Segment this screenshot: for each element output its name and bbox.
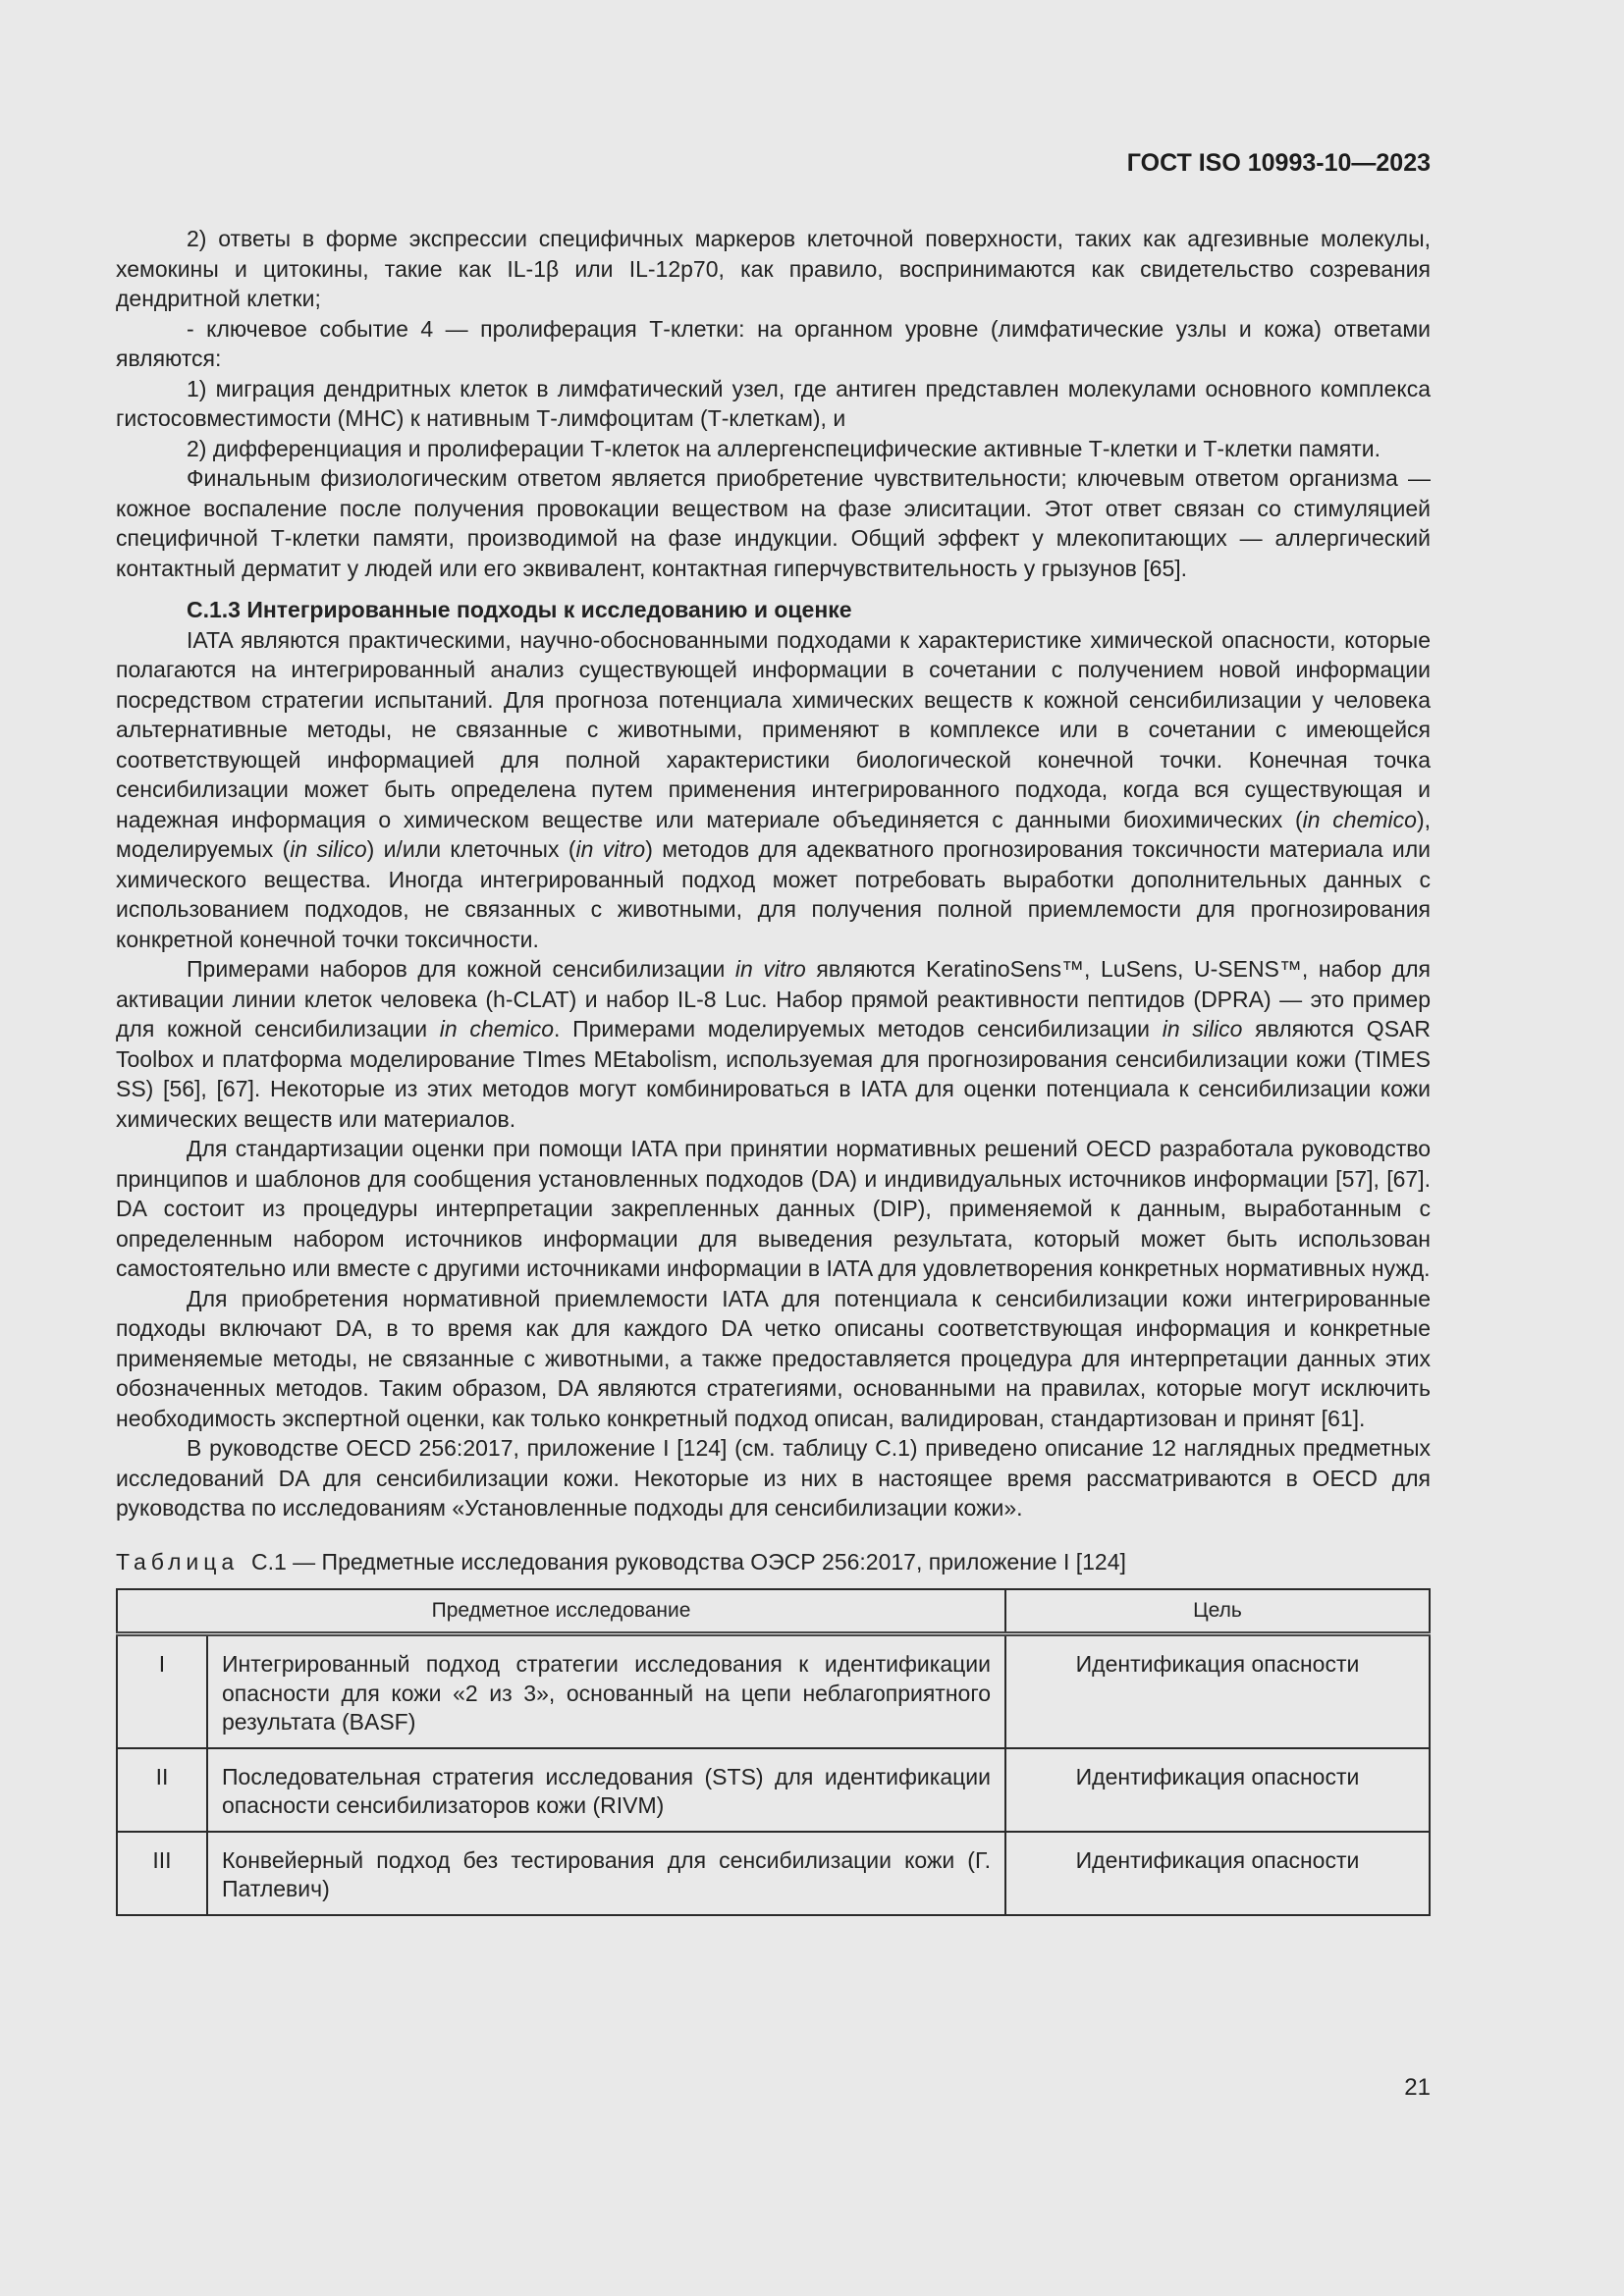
text-run: являются KeratinoSens™, LuSens, U-SENS™, набор для активации линии клеток человека (h-CLAT) и набор IL-8 Luc. Набор прямой реактивности пептидов (DPRA) — это пример для кожной сенсибилизации [116,956,1431,1041]
paragraph: Для стандартизации оценки при помощи IATA при принятии нормативных решений OECD разработала руководство принципов и шаблонов для сообщения установленных подходов (DA) и индивидуальных источников информации [57], [67]. DA состоит из процедуры интерпретации закрепленных данных (DIP), применяемой к данным, выработанным с определенным набором источников информации для выведения результата, который может быть использован самостоятельно или вместе с другими источниками информации в IATA для удовлетворения конкретных нормативных нужд. [116,1136,1431,1281]
page-number: 21 [1404,2074,1431,2101]
italic-term: in vitro [734,956,806,982]
row-description: Последовательная стратегия исследования (STS) для идентификации опасности сенсибилизаторов кожи (RIVM) [207,1748,1005,1832]
text-run: IATA являются практическими, научно-обоснованными подходами к характеристике химической опасности, которые полагаются на интегрированный анализ существующей информации в сочетании с получением новой информации посредством стратегии испытаний. Для прогноза потенциала химических веществ к кожной сенсибилизации у человека альтернативные методы, не связанные с животными, применяют в комплексе или в сочетании с имеющейся соответствующей информацией для полной характеристики биологической конечной точки. Конечная точка сенсибилизации может быть определена путем применения интегрированного подхода, когда вся существующая и надежная информация о химическом веществе или материале объединяется с данными биохимических ( [116,626,1431,832]
row-goal: Идентификация опасности [1005,1832,1430,1915]
row-number: I [117,1634,207,1748]
paragraph [116,954,1431,1134]
table-caption [116,1547,1431,1577]
row-description: Конвейерный подход без тестирования для сенсибилизации кожи (Г. Патлевич) [207,1832,1005,1915]
paragraph: 2) ответы в форме экспрессии специфичных маркеров клеточной поверхности, таких как адгезивные молекулы, хемокины и цитокины, такие как IL-1β или IL-12p70, как правило, воспринимаются как свидетельство созревания дендритной клетки; [116,226,1431,311]
row-number: II [117,1748,207,1832]
table-row [117,1748,1430,1832]
paragraph: 2) дифференциация и пролиферации Т-клеток на аллергенспецифические активные Т-клетки и Т-клетки памяти. [187,435,1380,461]
column-header-goal: Цель [1005,1589,1430,1634]
row-description: Интегрированный подход стратегии исследования к идентификации опасности для кожи «2 из 3», основанный на цепи неблагоприятного результата (BASF) [207,1634,1005,1748]
column-header-study: Предметное исследование [117,1589,1005,1634]
text-run: ), моделируемых ( [116,806,1431,862]
paragraph: - ключевое событие 4 — пролиферация Т-клетки: на органном уровне (лимфатические узлы и кожа) ответами являются: [116,315,1431,371]
document-body [116,224,1431,1916]
text-run: ) методов для адекватного прогнозирования токсичности материала или химического вещества. Иногда интегрированный подход может потребовать выработки дополнительных данных с использованием подходов, не связанных с животными, для получения полной приемлемости для прогнозирования конкретной конечной точки токсичности. [116,836,1432,952]
row-goal: Идентификация опасности [1005,1634,1430,1748]
document-header: ГОСТ ISO 10993-10—2023 [1126,149,1431,177]
paragraph: В руководстве OECD 256:2017, приложение I [124] (см. таблицу C.1) приведено описание 12 наглядных предметных исследований DA для сенсибилизации кожи. Некоторые из них в настоящее время рассматриваются в OECD для руководства по исследованиям «Установленные подходы для сенсибилизации кожи». [116,1435,1431,1521]
row-goal: Идентификация опасности [1005,1748,1430,1832]
italic-term: in silico [1162,1016,1243,1041]
paragraph: Для приобретения нормативной приемлемости IATA для потенциала к сенсибилизации кожи интегрированные подходы включают DA, в то время как для каждого DA четко описаны соответствующая информация и конкретные применяемые методы, не связанные с животными, а также предоставляется процедура для интерпретации данных этих обозначенных методов. Таким образом, DA являются стратегиями, основанными на правилах, которые могут исключить необходимость экспертной оценки, как только конкретный подход описан, валидирован, стандартизован и принят [61]. [116,1285,1431,1431]
table-row [117,1634,1430,1748]
table-caption-text: C.1 — Предметные исследования руководства ОЭСР 256:2017, приложение I [124] [250,1548,1126,1575]
row-number: III [117,1832,207,1915]
paragraph: Финальным физиологическим ответом является приобретение чувствительности; ключевым ответом организма — кожное воспаление после получения провокации веществом на фазе элиситации. Этот ответ связан со стимуляцией специфичной Т-клетки памяти, производимой на фазе индукции. Общий эффект у млекопитающих — аллергический контактный дерматит у людей или его эквивалент, контактная гиперчувствительность у грызунов [65]. [116,465,1431,581]
case-studies-table [116,1588,1431,1916]
italic-term: in chemico [1302,806,1417,832]
table-row [117,1832,1430,1915]
text-run: . Примерами моделируемых методов сенсибилизации [554,1016,1163,1041]
text-run: являются QSAR Toolbox и платформа моделирование TImes MEtabolism, используемая для прогнозирования сенсибилизации кожи (TIMES SS) [56], [67]. Некоторые из этих методов могут комбинироваться в IATA для оценки потенциала к сенсибилизации кожи химических веществ или материалов. [116,1016,1431,1132]
paragraph [116,625,1431,955]
italic-term: in vitro [575,836,646,862]
text-run: ) и/или клеточных ( [366,836,576,862]
section-heading: C.1.3 Интегрированные подходы к исследованию и оценке [187,597,852,622]
text-run: Примерами наборов для кожной сенсибилизации [187,956,735,982]
table-header-row [117,1589,1430,1634]
table-caption-label: Таблица [116,1548,240,1575]
italic-term: in chemico [439,1016,554,1041]
italic-term: in silico [290,836,367,862]
paragraph: 1) миграция дендритных клеток в лимфатический узел, где антиген представлен молекулами основного комплекса гистосовместимости (MHC) к нативным Т-лимфоцитам (Т-клеткам), и [116,375,1431,431]
